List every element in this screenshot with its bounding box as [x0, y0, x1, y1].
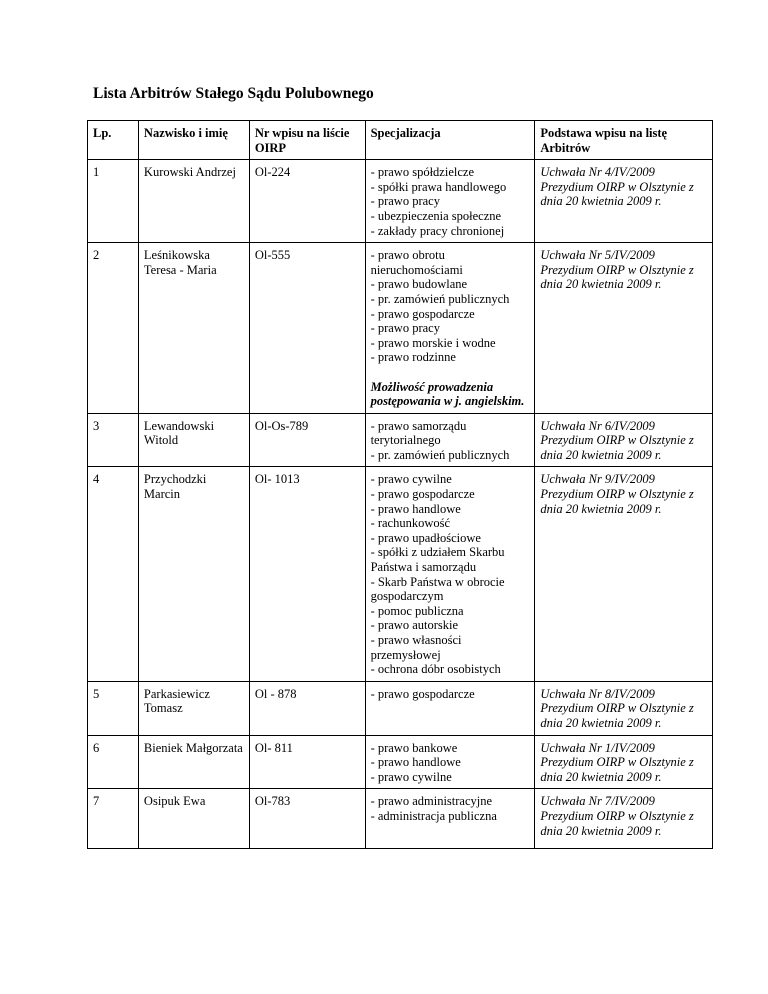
specialization-item: - administracja publiczna	[370, 808, 497, 823]
specialization-item: - pomoc publiczna	[370, 603, 464, 618]
cell-name: Kurowski Andrzej	[138, 160, 249, 243]
cell-basis: Uchwała Nr 5/IV/2009 Prezydium OIRP w Olsztynie z dnia 20 kwietnia 2009 r.	[535, 243, 713, 414]
cell-registry: Ol- 1013	[249, 467, 365, 681]
arbitrators-table	[87, 120, 713, 849]
cell-specialization	[365, 467, 535, 681]
header-basis: Podstawa wpisu na listę Arbitrów	[535, 121, 713, 160]
specialization-item: - prawo cywilne	[370, 472, 452, 487]
document-title: Lista Arbitrów Stałego Sądu Polubownego	[93, 85, 374, 102]
cell-lp: 3	[88, 413, 139, 467]
cell-basis: Uchwała Nr 8/IV/2009 Prezydium OIRP w Olsztynie z dnia 20 kwietnia 2009 r.	[535, 681, 713, 735]
header-name: Nazwisko i imię	[138, 121, 249, 160]
cell-specialization	[365, 413, 535, 467]
specialization-item: - pr. zamówień publicznych	[370, 447, 510, 462]
table-row	[88, 735, 713, 789]
cell-lp: 1	[88, 160, 139, 243]
cell-specialization	[365, 243, 535, 414]
cell-specialization	[365, 735, 535, 789]
cell-registry: Ol-783	[249, 789, 365, 849]
specialization-item: - prawo własności przemysłowej	[370, 633, 462, 662]
cell-lp: 2	[88, 243, 139, 414]
cell-registry: Ol- 811	[249, 735, 365, 789]
specialization-item: - pr. zamówień publicznych	[370, 291, 510, 306]
cell-lp: 7	[88, 789, 139, 849]
specialization-item: - ubezpieczenia społeczne	[370, 208, 502, 223]
specialization-item: - prawo obrotu nieruchomościami	[370, 248, 463, 277]
specialization-item: - prawo handlowe	[370, 501, 461, 516]
specialization-item: - rachunkowość	[370, 516, 451, 531]
table-row	[88, 467, 713, 681]
cell-basis: Uchwała Nr 6/IV/2009 Prezydium OIRP w Olsztynie z dnia 20 kwietnia 2009 r.	[535, 413, 713, 467]
cell-registry: Ol-555	[249, 243, 365, 414]
specialization-item: - prawo pracy	[370, 194, 440, 209]
header-specialization: Specjalizacja	[365, 121, 535, 160]
cell-specialization	[365, 681, 535, 735]
cell-name: Przychodzki Marcin	[138, 467, 249, 681]
cell-registry: Ol-Os-789	[249, 413, 365, 467]
cell-basis: Uchwała Nr 9/IV/2009 Prezydium OIRP w Olsztynie z dnia 20 kwietnia 2009 r.	[535, 467, 713, 681]
specialization-item: - Skarb Państwa w obrocie gospodarczym	[370, 574, 505, 604]
specialization-item: - prawo gospodarcze	[370, 306, 475, 321]
table-row	[88, 681, 713, 735]
table-row	[88, 789, 713, 849]
cell-name: Leśnikowska Teresa - Maria	[138, 243, 249, 414]
specialization-item: - prawo autorskie	[370, 618, 459, 633]
cell-basis: Uchwała Nr 4/IV/2009 Prezydium OIRP w Olsztynie z dnia 20 kwietnia 2009 r.	[535, 160, 713, 243]
specialization-item: - zakłady pracy chronionej	[370, 223, 505, 238]
cell-basis: Uchwała Nr 1/IV/2009 Prezydium OIRP w Olsztynie z dnia 20 kwietnia 2009 r.	[535, 735, 713, 789]
specialization-item: - prawo spółdzielcze	[370, 165, 474, 180]
cell-name: Lewandowski Witold	[138, 413, 249, 467]
cell-specialization	[365, 160, 535, 243]
cell-lp: 4	[88, 467, 139, 681]
language-note: Możliwość prowadzenia postępowania w j. angielskim.	[370, 379, 525, 409]
table-row	[88, 243, 713, 414]
cell-registry: Ol-224	[249, 160, 365, 243]
cell-lp: 6	[88, 735, 139, 789]
header-lp: Lp.	[88, 121, 139, 160]
specialization-item: - prawo cywilne	[370, 769, 452, 784]
cell-name: Parkasiewicz Tomasz	[138, 681, 249, 735]
header-registry: Nr wpisu na liście OIRP	[249, 121, 365, 160]
table-header-row	[88, 121, 713, 160]
specialization-item: - spółki prawa handlowego	[370, 179, 507, 194]
cell-name: Bieniek Małgorzata	[138, 735, 249, 789]
specialization-item: - prawo pracy	[370, 321, 440, 336]
specialization-item: - prawo gospodarcze	[370, 686, 475, 701]
specialization-item: - prawo budowlane	[370, 277, 468, 292]
specialization-item: - prawo morskie i wodne	[370, 335, 496, 350]
table-row	[88, 413, 713, 467]
cell-registry: Ol - 878	[249, 681, 365, 735]
specialization-item: - ochrona dóbr osobistych	[370, 662, 501, 677]
specialization-item: - spółki z udziałem Skarbu Państwa i samorządu	[370, 545, 505, 575]
specialization-item: - prawo rodzinne	[370, 350, 456, 365]
cell-basis: Uchwała Nr 7/IV/2009 Prezydium OIRP w Olsztynie z dnia 20 kwietnia 2009 r.	[535, 789, 713, 849]
specialization-item: - prawo handlowe	[370, 755, 461, 770]
table-row	[88, 160, 713, 243]
specialization-item: - prawo bankowe	[370, 740, 458, 755]
cell-name: Osipuk Ewa	[138, 789, 249, 849]
cell-specialization	[365, 789, 535, 849]
specialization-item: - prawo administracyjne	[370, 794, 493, 809]
specialization-item: - prawo gospodarcze	[370, 487, 475, 502]
specialization-item: - prawo samorządu terytorialnego	[370, 418, 467, 448]
cell-lp: 5	[88, 681, 139, 735]
specialization-item: - prawo upadłościowe	[370, 530, 481, 545]
